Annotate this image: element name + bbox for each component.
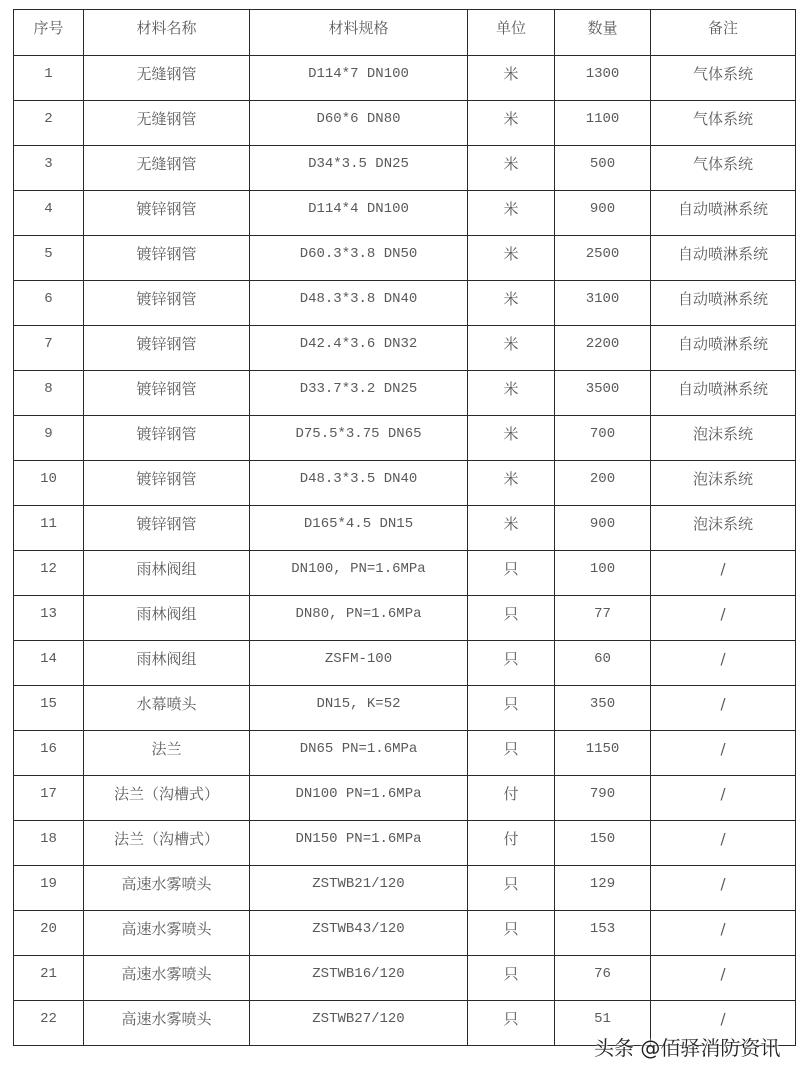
cell-no: 20 xyxy=(14,911,84,956)
cell-unit: 米 xyxy=(468,416,555,461)
cell-unit: 米 xyxy=(468,506,555,551)
cell-qty: 500 xyxy=(555,146,651,191)
cell-spec: D33.7*3.2 DN25 xyxy=(250,371,468,416)
cell-spec: D114*7 DN100 xyxy=(250,56,468,101)
cell-unit: 米 xyxy=(468,146,555,191)
cell-spec: DN65 PN=1.6MPa xyxy=(250,731,468,776)
cell-spec: DN80, PN=1.6MPa xyxy=(250,596,468,641)
cell-unit: 只 xyxy=(468,731,555,776)
cell-no: 16 xyxy=(14,731,84,776)
cell-note: 自动喷淋系统 xyxy=(651,281,796,326)
table-row xyxy=(14,551,796,596)
header-note: 备注 xyxy=(651,10,796,56)
cell-no: 15 xyxy=(14,686,84,731)
cell-name: 高速水雾喷头 xyxy=(84,1001,250,1046)
cell-no: 4 xyxy=(14,191,84,236)
cell-unit: 只 xyxy=(468,866,555,911)
cell-note: / xyxy=(651,641,796,686)
cell-note: 气体系统 xyxy=(651,56,796,101)
cell-note: 自动喷淋系统 xyxy=(651,326,796,371)
table-header-row xyxy=(14,10,796,56)
table-row xyxy=(14,371,796,416)
table-row xyxy=(14,866,796,911)
cell-name: 高速水雾喷头 xyxy=(84,956,250,1001)
cell-qty: 2500 xyxy=(555,236,651,281)
cell-qty: 1150 xyxy=(555,731,651,776)
cell-spec: D42.4*3.6 DN32 xyxy=(250,326,468,371)
cell-no: 5 xyxy=(14,236,84,281)
table-row xyxy=(14,506,796,551)
table-row xyxy=(14,191,796,236)
cell-note: 自动喷淋系统 xyxy=(651,191,796,236)
cell-spec: ZSFM-100 xyxy=(250,641,468,686)
cell-spec: D75.5*3.75 DN65 xyxy=(250,416,468,461)
cell-note: / xyxy=(651,821,796,866)
cell-qty: 1100 xyxy=(555,101,651,146)
cell-note: 泡沫系统 xyxy=(651,416,796,461)
cell-no: 14 xyxy=(14,641,84,686)
table-row xyxy=(14,776,796,821)
cell-note: / xyxy=(651,596,796,641)
header-no: 序号 xyxy=(14,10,84,56)
cell-unit: 只 xyxy=(468,596,555,641)
cell-no: 2 xyxy=(14,101,84,146)
table-row xyxy=(14,416,796,461)
table-row xyxy=(14,596,796,641)
cell-qty: 51 xyxy=(555,1001,651,1046)
cell-unit: 只 xyxy=(468,911,555,956)
cell-spec: DN100, PN=1.6MPa xyxy=(250,551,468,596)
cell-unit: 米 xyxy=(468,56,555,101)
cell-spec: D48.3*3.8 DN40 xyxy=(250,281,468,326)
cell-name: 法兰（沟槽式） xyxy=(84,821,250,866)
table-row xyxy=(14,461,796,506)
cell-no: 6 xyxy=(14,281,84,326)
table-row xyxy=(14,641,796,686)
cell-no: 8 xyxy=(14,371,84,416)
cell-note: 气体系统 xyxy=(651,146,796,191)
cell-no: 13 xyxy=(14,596,84,641)
cell-qty: 60 xyxy=(555,641,651,686)
cell-spec: D48.3*3.5 DN40 xyxy=(250,461,468,506)
cell-name: 镀锌钢管 xyxy=(84,506,250,551)
cell-name: 镀锌钢管 xyxy=(84,326,250,371)
cell-note: / xyxy=(651,551,796,596)
cell-qty: 150 xyxy=(555,821,651,866)
cell-note: 泡沫系统 xyxy=(651,506,796,551)
cell-spec: D60.3*3.8 DN50 xyxy=(250,236,468,281)
cell-unit: 只 xyxy=(468,1001,555,1046)
cell-spec: DN15, K=52 xyxy=(250,686,468,731)
materials-table-container xyxy=(13,9,795,1046)
cell-name: 镀锌钢管 xyxy=(84,236,250,281)
cell-qty: 200 xyxy=(555,461,651,506)
cell-spec: ZSTWB43/120 xyxy=(250,911,468,956)
cell-name: 无缝钢管 xyxy=(84,56,250,101)
cell-unit: 米 xyxy=(468,191,555,236)
cell-unit: 米 xyxy=(468,236,555,281)
cell-name: 镀锌钢管 xyxy=(84,416,250,461)
cell-qty: 2200 xyxy=(555,326,651,371)
cell-qty: 1300 xyxy=(555,56,651,101)
cell-name: 镀锌钢管 xyxy=(84,461,250,506)
cell-qty: 900 xyxy=(555,191,651,236)
cell-unit: 米 xyxy=(468,326,555,371)
cell-spec: D60*6 DN80 xyxy=(250,101,468,146)
cell-no: 10 xyxy=(14,461,84,506)
cell-name: 水幕喷头 xyxy=(84,686,250,731)
cell-unit: 只 xyxy=(468,686,555,731)
cell-unit: 只 xyxy=(468,956,555,1001)
cell-spec: D114*4 DN100 xyxy=(250,191,468,236)
cell-qty: 790 xyxy=(555,776,651,821)
cell-note: / xyxy=(651,686,796,731)
table-row xyxy=(14,281,796,326)
cell-spec: ZSTWB27/120 xyxy=(250,1001,468,1046)
cell-no: 7 xyxy=(14,326,84,371)
cell-qty: 900 xyxy=(555,506,651,551)
cell-spec: ZSTWB21/120 xyxy=(250,866,468,911)
cell-qty: 100 xyxy=(555,551,651,596)
materials-table xyxy=(13,9,796,1046)
cell-unit: 只 xyxy=(468,551,555,596)
table-row xyxy=(14,56,796,101)
cell-qty: 129 xyxy=(555,866,651,911)
cell-name: 雨林阀组 xyxy=(84,551,250,596)
table-row xyxy=(14,326,796,371)
cell-note: / xyxy=(651,866,796,911)
table-row xyxy=(14,101,796,146)
header-qty: 数量 xyxy=(555,10,651,56)
cell-unit: 米 xyxy=(468,461,555,506)
cell-spec: D165*4.5 DN15 xyxy=(250,506,468,551)
cell-name: 高速水雾喷头 xyxy=(84,911,250,956)
cell-note: / xyxy=(651,911,796,956)
cell-no: 11 xyxy=(14,506,84,551)
cell-no: 19 xyxy=(14,866,84,911)
cell-note: / xyxy=(651,956,796,1001)
cell-note: 气体系统 xyxy=(651,101,796,146)
cell-name: 无缝钢管 xyxy=(84,146,250,191)
cell-name: 雨林阀组 xyxy=(84,641,250,686)
cell-unit: 只 xyxy=(468,641,555,686)
table-row xyxy=(14,146,796,191)
cell-qty: 76 xyxy=(555,956,651,1001)
table-row xyxy=(14,956,796,1001)
cell-unit: 付 xyxy=(468,776,555,821)
cell-spec: D34*3.5 DN25 xyxy=(250,146,468,191)
table-row xyxy=(14,821,796,866)
cell-unit: 米 xyxy=(468,101,555,146)
cell-name: 法兰 xyxy=(84,731,250,776)
cell-qty: 77 xyxy=(555,596,651,641)
cell-unit: 付 xyxy=(468,821,555,866)
cell-spec: ZSTWB16/120 xyxy=(250,956,468,1001)
cell-name: 高速水雾喷头 xyxy=(84,866,250,911)
cell-qty: 3500 xyxy=(555,371,651,416)
header-unit: 单位 xyxy=(468,10,555,56)
cell-name: 法兰（沟槽式） xyxy=(84,776,250,821)
cell-qty: 153 xyxy=(555,911,651,956)
cell-note: 自动喷淋系统 xyxy=(651,236,796,281)
cell-name: 雨林阀组 xyxy=(84,596,250,641)
cell-no: 22 xyxy=(14,1001,84,1046)
cell-note: 自动喷淋系统 xyxy=(651,371,796,416)
cell-note: / xyxy=(651,1001,796,1046)
cell-note: / xyxy=(651,731,796,776)
cell-no: 12 xyxy=(14,551,84,596)
watermark-text: 头条 @佰驿消防资讯 xyxy=(594,1036,781,1060)
cell-spec: DN150 PN=1.6MPa xyxy=(250,821,468,866)
cell-name: 无缝钢管 xyxy=(84,101,250,146)
cell-note: 泡沫系统 xyxy=(651,461,796,506)
cell-no: 21 xyxy=(14,956,84,1001)
cell-qty: 700 xyxy=(555,416,651,461)
table-row xyxy=(14,686,796,731)
cell-unit: 米 xyxy=(468,281,555,326)
cell-no: 18 xyxy=(14,821,84,866)
table-row xyxy=(14,911,796,956)
cell-spec: DN100 PN=1.6MPa xyxy=(250,776,468,821)
table-row xyxy=(14,236,796,281)
header-name: 材料名称 xyxy=(84,10,250,56)
cell-no: 17 xyxy=(14,776,84,821)
cell-qty: 350 xyxy=(555,686,651,731)
cell-qty: 3100 xyxy=(555,281,651,326)
table-body xyxy=(14,56,796,1046)
cell-name: 镀锌钢管 xyxy=(84,191,250,236)
cell-note: / xyxy=(651,776,796,821)
cell-no: 9 xyxy=(14,416,84,461)
cell-name: 镀锌钢管 xyxy=(84,281,250,326)
header-spec: 材料规格 xyxy=(250,10,468,56)
cell-name: 镀锌钢管 xyxy=(84,371,250,416)
table-row xyxy=(14,731,796,776)
cell-no: 3 xyxy=(14,146,84,191)
cell-unit: 米 xyxy=(468,371,555,416)
cell-no: 1 xyxy=(14,56,84,101)
